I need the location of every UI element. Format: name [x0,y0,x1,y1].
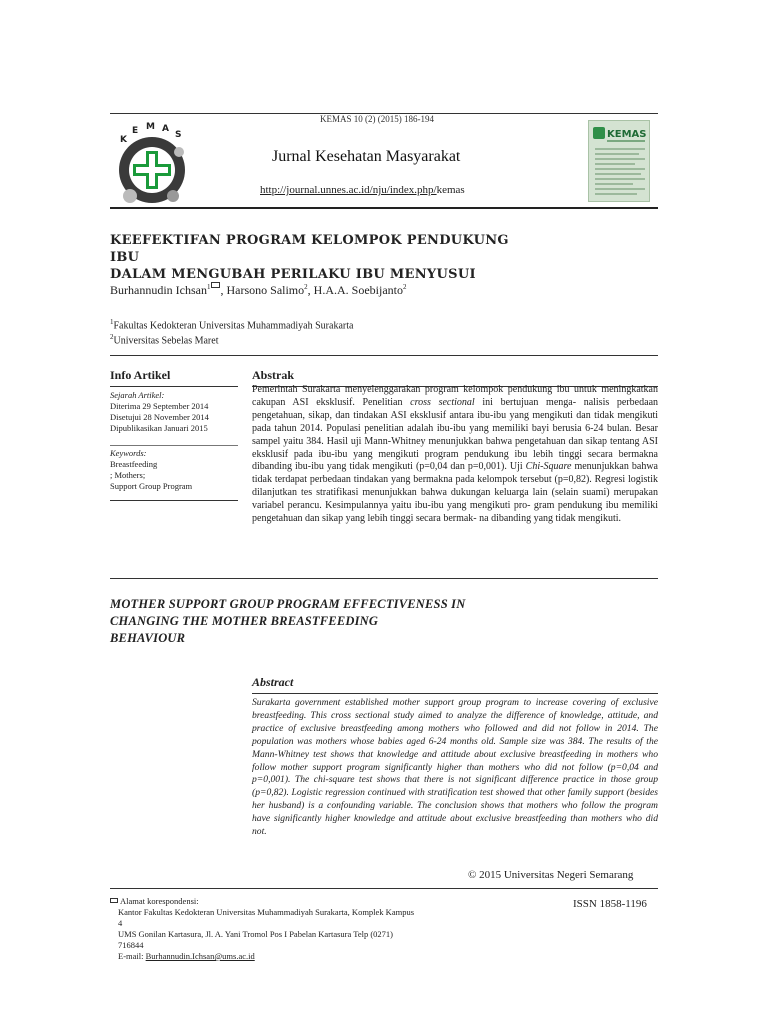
author-name: Burhannudin Ichsan [110,283,207,297]
abstrak-text-part: menunjukkan bahwa tidak terdapat perbedaan tindakan yang bermakna pada kelompok tersebut (p=0,82). Regresi logistik dilanjutkan tes stratifikasi menunjukkan bahwa dukungan keluarga lain (selain suami) merupakan variabel perancu. Kesimpulannya yaitu ibu-ibu yang mengikuti pro- gram pendukung ibu memiliki pengetahuan dan sikap yang lebih tinggi secara bermak- na dibanding yang tidak mengikuti. [252,461,658,525]
copyright: © 2015 Universitas Negeri Semarang [468,869,634,881]
article-title [110,232,530,283]
journal-meta: KEMAS 10 (2) (2015) 186-194 [320,114,434,124]
author-affiliation-sup: 1 [206,283,211,291]
keywords [110,448,192,492]
author-name: H.A.A. Soebijanto [313,283,403,297]
affiliation-sup: 1 [110,318,114,326]
info-artikel-bottom-rule [110,500,238,501]
correspondence-address: 4 [118,918,123,928]
section-rule [110,578,658,579]
article-title-line: DALAM MENGUBAH PERILAKU IBU MENYUSUI [110,267,476,282]
author-affiliation-sup: 2 [402,283,407,291]
email-link[interactable]: Burhannudin.Ichsan@ums.ac.id [145,951,255,961]
author-list: Burhannudin Ichsan$^1$ , Harsono Salimo$^2$, H.A.A. Soebijanto$^2$ [110,283,407,297]
logo-letter: K [120,135,127,145]
email-label: E-mail: [118,951,146,961]
author-affiliation-sup: 2 [304,283,308,291]
affiliation-sup: 2 [110,333,114,341]
section-rule [110,355,658,356]
correspondence-address: 716844 [118,940,144,950]
journal-cover-thumbnail [588,120,650,202]
logo-letter: A [162,124,169,134]
keyword: ; Mothers; [110,470,146,480]
correspondence-address: Kantor Fakultas Kedokteran Universitas Muhammadiyah Surakarta, Komplek Kampus [118,907,415,917]
abstract-rule [252,693,658,694]
logo-letter: M [146,122,155,132]
english-title-line: MOTHER SUPPORT GROUP PROGRAM EFFECTIVENESS IN [110,597,466,611]
info-artikel-divider [110,445,238,446]
article-title-line: KEEFEKTIFAN PROGRAM KELOMPOK PENDUKUNG IBU [110,233,509,265]
correspondence-footnote [110,896,490,962]
abstrak-italic-term: Chi-Square [525,461,572,473]
affiliation-text: Fakultas Kedokteran Universitas Muhammadiyah Surakarta [113,320,354,332]
history-label: Sejarah Artikel: [110,390,165,400]
keywords-label: Keywords: [110,448,147,458]
affiliation-2 [110,333,218,346]
abstract-body: Surakarta government established mother support group program to increase covering of exclusive breastfeeding. This cross sectional study aimed to analyze the difference of knowledge, attitude, and practice of exclusive breastfeeding among mothers who followed and did not follow in 2014. The population was mothers whose babies aged 6-24 months old. Sample size was 384. The results of the Mann-Whitney test shows that knowledge and attitude about exclusive breastfeeding in mothers who follow mother support program significantly higher than mothers who did not follow (p=0,04 and p=0,001). The chi-square test shows that there is not significant difference practice in those group (p=0,82). Logistic regression continued with stratification test showed that other family support (besides her husband) is a confounding variable. The conclusion shows that mothers who follow the program have significantly higher knowledge and attitude about exclusive breastfeeding than mothers who did not. [252,697,658,838]
article-history [110,390,209,434]
affiliation-text: Universitas Sebelas Maret [113,335,219,347]
author-name: Harsono Salimo [226,283,305,297]
cover-title: KEMAS [607,129,647,140]
english-title-line: CHANGING THE MOTHER BREASTFEEDING [110,614,379,628]
journal-title: Jurnal Kesehatan Masyarakat [272,148,461,165]
info-artikel-heading: Info Artikel [110,368,171,382]
journal-url[interactable] [260,184,465,196]
info-artikel-rule [110,386,238,387]
abstrak-body [252,384,658,526]
journal-url-link[interactable]: http://journal.unnes.ac.id/nju/index.php/ [260,184,437,196]
correspondence-label: Alamat korespondensi: [120,896,199,906]
published-date: Dipublikasikan Januari 2015 [110,423,208,433]
english-title [110,596,465,647]
accepted-date: Disetujui 28 November 2014 [110,412,209,422]
issn: ISSN 1858-1196 [573,898,647,910]
keyword: Breastfeeding [110,459,158,469]
abstrak-italic-term: cross sectional [410,396,475,408]
keyword: Support Group Program [110,481,193,491]
section-rule [110,888,658,889]
logo-letter: S [175,130,182,140]
received-date: Diterima 29 September 2014 [110,401,209,411]
abstract-heading: Abstract [252,675,294,689]
correspondence-address: UMS Gonilan Kartasura, Jl. A. Yani Tromol Pos I Pabelan Kartasura Telp (0271) [118,929,394,939]
mail-icon [211,282,220,288]
journal-url-suffix: kemas [436,184,465,196]
abstrak-heading: Abstrak [252,368,295,382]
abstrak-text-part: ini bertujuan menga- nalisis perbedaan pengetahuan, sikap, dan tindakan ASI eksklusif antara ibu-ibu yang mengikuti dan tidak mengikuti pada tahun 2014. Populasi penelitian adalah ibu-ibu yang memiliki bayi berusia 6-24 bulan. Besar sampel yaitu 384. Hasil uji Mann-Whitney menunjukkan bahwa pengetahuan dan sikap tentang ASI eksklusif pada ibu-ibu yang mengikuti program pendukung ibu lebih tinggi secara bermakna dibanding ibu-ibu yang tidak mengikuti (p=0,04 dan p=0,001). Uji [252,396,659,473]
abstrak-text-part: Pemerintah Surakarta menyelenggarakan program kelompok pendukung ibu untuk meningkatkan cakupan ASI eksklusif. Penelitian [252,384,658,408]
english-title-line: BEHAVIOUR [110,631,186,645]
logo-letter: E [132,126,139,136]
kemas-logo [112,120,194,208]
affiliation-1 [110,318,353,331]
mail-icon [110,898,118,903]
